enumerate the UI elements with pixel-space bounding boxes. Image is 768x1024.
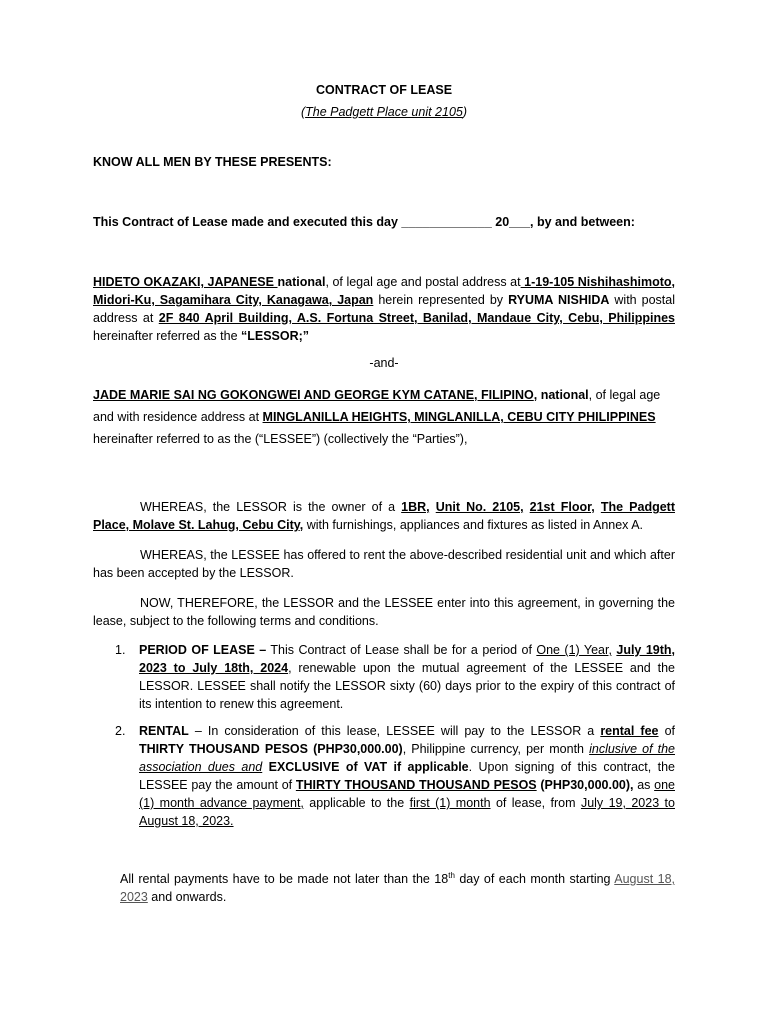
unit-floor: 21st Floor, — [529, 500, 595, 514]
whereas1-text-2: with furnishings, appliances and fixtures as listed in Annex A. — [303, 518, 644, 532]
final-text-1: All rental payments have to be made not later than the 18 — [120, 872, 449, 886]
lease-dates: July 19th, 2023 to July 18th, 2024 — [139, 643, 675, 675]
whereas-owner-paragraph — [93, 498, 675, 534]
advance-amount-number: (PHP30,000.00), — [536, 778, 634, 792]
lessor-name: HIDETO OKAZAKI, JAPANESE — [93, 275, 278, 289]
lessor-text-2: herein represented by — [373, 293, 509, 307]
inclusive-dues: inclusive of the association dues and — [139, 742, 675, 774]
clause-2-text-6: applicable to the — [303, 796, 410, 810]
clause-rental — [115, 722, 675, 830]
clause-2-text-1: – In consideration of this lease, LESSEE will pay to the LESSOR a — [188, 724, 601, 738]
clause-2-number: 2. — [115, 724, 126, 738]
clause-2-text-2: of — [658, 724, 675, 738]
final-text-2: day of each month starting — [454, 872, 615, 886]
start-date: August 18, 2023 — [120, 872, 675, 904]
representative-address: 2F 840 April Building, A.S. Fortuna Street, Banilad, Mandaue City, Cebu, Philippines — [158, 311, 675, 325]
lessee-paragraph — [93, 384, 675, 450]
intro-line: This Contract of Lease made and executed this day _____________ 20___, by and between: — [93, 215, 635, 229]
subtitle-close: ) — [462, 105, 468, 119]
unit-number: Unit No. 2105, — [435, 500, 524, 514]
clause-2-text — [139, 722, 675, 830]
unit-address: The Padgett Place, Molave St. Lahug, Cebu City — [93, 500, 675, 532]
vat-note: EXCLUSIVE of VAT if applicable — [268, 760, 469, 774]
lessee-text-2: hereinafter referred to as the (“LESSEE”) (collectively the “Parties”), — [93, 432, 468, 446]
whereas1-text-1: WHEREAS, the LESSOR is the owner of a — [140, 500, 402, 514]
clause-1-text-2: , renewable upon the mutual agreement of the LESSEE and the LESSOR. LESSEE shall notify the LESSOR sixty (60) days prior to the expiry of this contract of its intention to renew this agreement. — [139, 661, 675, 711]
lessor-national: national — [277, 275, 326, 289]
clause-1-text — [139, 641, 675, 713]
subtitle-text: The Padgett Place unit 2105 — [305, 105, 463, 119]
lease-period: One (1) Year, — [536, 643, 612, 657]
lessor-address: 1-19-105 Nishihashimoto, Midori-Ku, Sagamihara City, Kanagawa, Japan — [93, 275, 675, 307]
now-therefore-paragraph — [93, 594, 675, 630]
lessor-text-1: , of legal age and postal address at — [325, 275, 521, 289]
subtitle-open: ( — [300, 105, 306, 119]
rental-amount: THIRTY THOUSAND PESOS (PHP30,000.00) — [139, 742, 403, 756]
clause-1-heading: PERIOD OF LEASE – — [139, 643, 267, 657]
document-title: CONTRACT OF LEASE — [315, 83, 453, 97]
advance-amount-words: THIRTY THOUSAND THOUSAND PESOS — [295, 778, 537, 792]
advance-date-range: July 19, 2023 to August 18, 2023. — [139, 796, 675, 828]
lessee-address: MINGLANILLA HEIGHTS, MINGLANILLA, CEBU CITY PHILIPPINES — [262, 410, 656, 424]
lessee-text-1: , of legal age and with residence address at — [93, 388, 661, 424]
now-therefore-text: NOW, THEREFORE, the LESSOR and the LESSEE enter into this agreement, in governing the lease, subject to the following terms and conditions. — [93, 596, 675, 628]
document-subtitle — [0, 105, 768, 119]
lessor-paragraph — [93, 273, 675, 345]
lessor-representative: RYUMA NISHIDA — [508, 293, 610, 307]
payment-schedule-paragraph — [120, 870, 675, 906]
clause-2-heading: RENTAL — [139, 724, 189, 738]
clause-1-text-1: This Contract of Lease shall be for a period of — [266, 643, 537, 657]
whereas2-text: WHEREAS, the LESSEE has offered to rent the above-described residential unit and which after has been accepted by the LESSOR. — [93, 548, 675, 580]
clause-period-of-lease — [115, 641, 675, 713]
and-separator: -and- — [369, 356, 399, 370]
unit-type: 1BR, — [401, 500, 430, 514]
clause-2-text-7: of lease, from — [490, 796, 581, 810]
lessee-names: JADE MARIE SAI NG GOKONGWEI AND GEORGE KYM CATANE, FILIPINO — [93, 388, 534, 402]
clause-2-text-5: as — [633, 778, 655, 792]
clause-2-text-4: . Upon signing of this contract, the LESSEE pay the amount of — [139, 760, 675, 792]
first-month: first (1) month — [409, 796, 491, 810]
final-text-3: and onwards. — [147, 890, 227, 904]
clause-2-text-3: , Philippine currency, per month — [402, 742, 590, 756]
whereas-offer-paragraph — [93, 546, 675, 582]
lessor-role: “LESSOR;” — [241, 329, 310, 343]
lessor-text-4: hereinafter referred as the — [93, 329, 241, 343]
whereas1-comma: , — [299, 518, 304, 532]
clause-1-number: 1. — [115, 643, 126, 657]
rental-fee-label: rental fee — [600, 724, 659, 738]
know-all-men-heading: KNOW ALL MEN BY THESE PRESENTS: — [93, 155, 332, 169]
lessor-text-3: with postal address at — [93, 293, 675, 325]
lessee-national: , national — [533, 388, 589, 402]
ordinal-suffix: th — [448, 870, 455, 880]
advance-payment: one (1) month advance payment, — [139, 778, 675, 810]
